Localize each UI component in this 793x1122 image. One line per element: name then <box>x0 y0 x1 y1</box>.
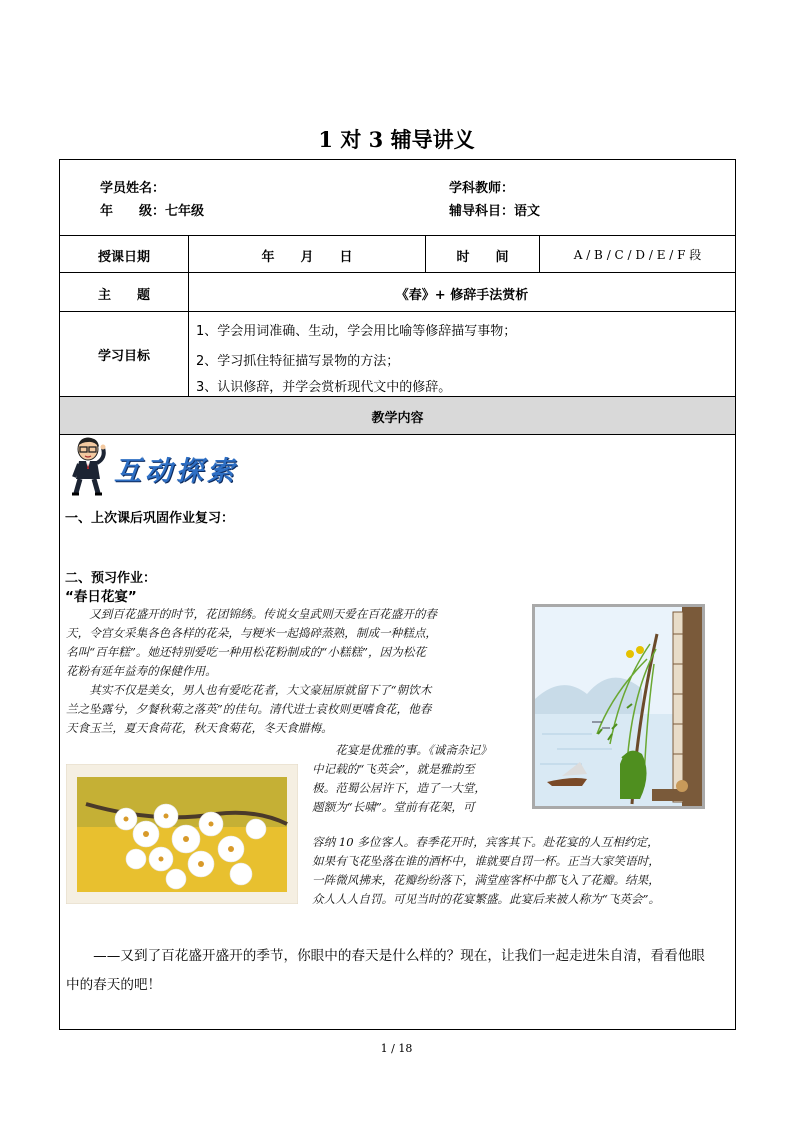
goal-item: 2、学习抓住特征描写景物的方法； <box>196 354 400 369</box>
date-label: 授课日期 <box>97 250 150 265</box>
passage-line: 天食玉兰，夏天食荷花，秋天食菊花，冬天食腊梅。 <box>66 721 333 735</box>
passage-paragraph <box>312 833 732 909</box>
passage-paragraph <box>312 741 532 817</box>
spring-scene-illustration <box>532 604 705 809</box>
time-value: A / B / C / D / E / F 段 <box>573 248 702 262</box>
teacher-label: 学科教师： <box>449 181 515 196</box>
passage-line: 又到百花盛开的时节，花团锦绣。传说女皇武则天爱在百花盛开的春 <box>66 607 438 621</box>
date-value: 年 月 日 <box>261 250 353 265</box>
banner-title: 互动探索 <box>114 456 238 487</box>
intro-line: ——又到了百花盛开盛开的季节，你眼中的春天是什么样的？现在，让我们一起走进朱自清，看看他眼 <box>66 948 705 964</box>
intro-line: 中的春天的吧！ <box>66 977 162 993</box>
table-divider <box>59 311 736 312</box>
subject-label: 辅导科目：语文 <box>449 204 541 219</box>
passage-line: 其实不仅是美女，男人也有爱吃花者，大文豪屈原就留下了“朝饮木 <box>66 683 432 697</box>
passage-line: 容纳 10 多位客人。春季花开时，宾客其下。赴花宴的人互相约定， <box>312 835 659 849</box>
plum-blossom-photo <box>66 764 298 904</box>
passage-line: 中记载的“飞英会”，就是雅韵至 <box>312 762 475 776</box>
goals-label: 学习目标 <box>97 349 150 364</box>
passage-line: 极。范蜀公居许下，造了一大堂， <box>312 781 486 795</box>
section-heading: 一、上次课后巩固作业复习： <box>65 511 235 526</box>
goal-item: 1、学会用词准确、生动，学会用比喻等修辞描写事物； <box>196 324 517 339</box>
passage-line: 天，令宫女采集各色各样的花朵，与粳米一起捣碎蒸熟，制成一种糕点， <box>66 626 438 640</box>
document-title: 1 对 3 辅导讲义 <box>318 127 475 152</box>
goal-item: 3、认识修辞，并学会赏析现代文中的修辞。 <box>196 380 452 395</box>
passage-line: 名叫“百年糕”。她还特别爱吃一种用松花粉制成的“小糕糕”，因为松花 <box>66 645 426 659</box>
table-divider <box>59 434 736 435</box>
passage-line: 花宴是优雅的事。《诚斋杂记》 <box>312 743 492 757</box>
teacher-cartoon-icon <box>66 436 112 496</box>
passage-line: 一阵微风拂来，花瓣纷纷落下，满堂座客杯中都飞入了花瓣。结果， <box>312 873 660 887</box>
passage-title: “春日花宴” <box>65 589 137 605</box>
passage-paragraph <box>66 605 526 738</box>
table-divider <box>59 272 736 273</box>
table-divider <box>59 235 736 236</box>
time-label: 时 间 <box>456 250 509 265</box>
passage-line: 兰之坠露兮，夕餐秋菊之落英”的佳句。清代进士袁枚则更嗜食花，他春 <box>66 702 432 716</box>
section-heading: 二、预习作业： <box>65 571 157 586</box>
passage-line: 花粉有延年益寿的保健作用。 <box>66 664 217 678</box>
student-name-label: 学员姓名： <box>100 181 166 196</box>
topic-label: 主 题 <box>97 288 150 303</box>
passage-line: 众人人人自罚。可见当时的花宴繁盛。此宴后来被人称为“飞英会”。 <box>312 892 661 906</box>
content-header: 教学内容 <box>371 411 424 426</box>
passage-line: 题额为“长啸”。堂前有花架，可 <box>312 800 475 814</box>
passage-line: 如果有飞花坠落在谁的酒杯中，谁就要自罚一杯。正当大家笑语时， <box>312 854 660 868</box>
grade-label: 年 级：七年级 <box>100 204 205 219</box>
page-number: 1 / 18 <box>380 1042 413 1055</box>
topic-value: 《春》+ 修辞手法赏析 <box>395 288 529 303</box>
